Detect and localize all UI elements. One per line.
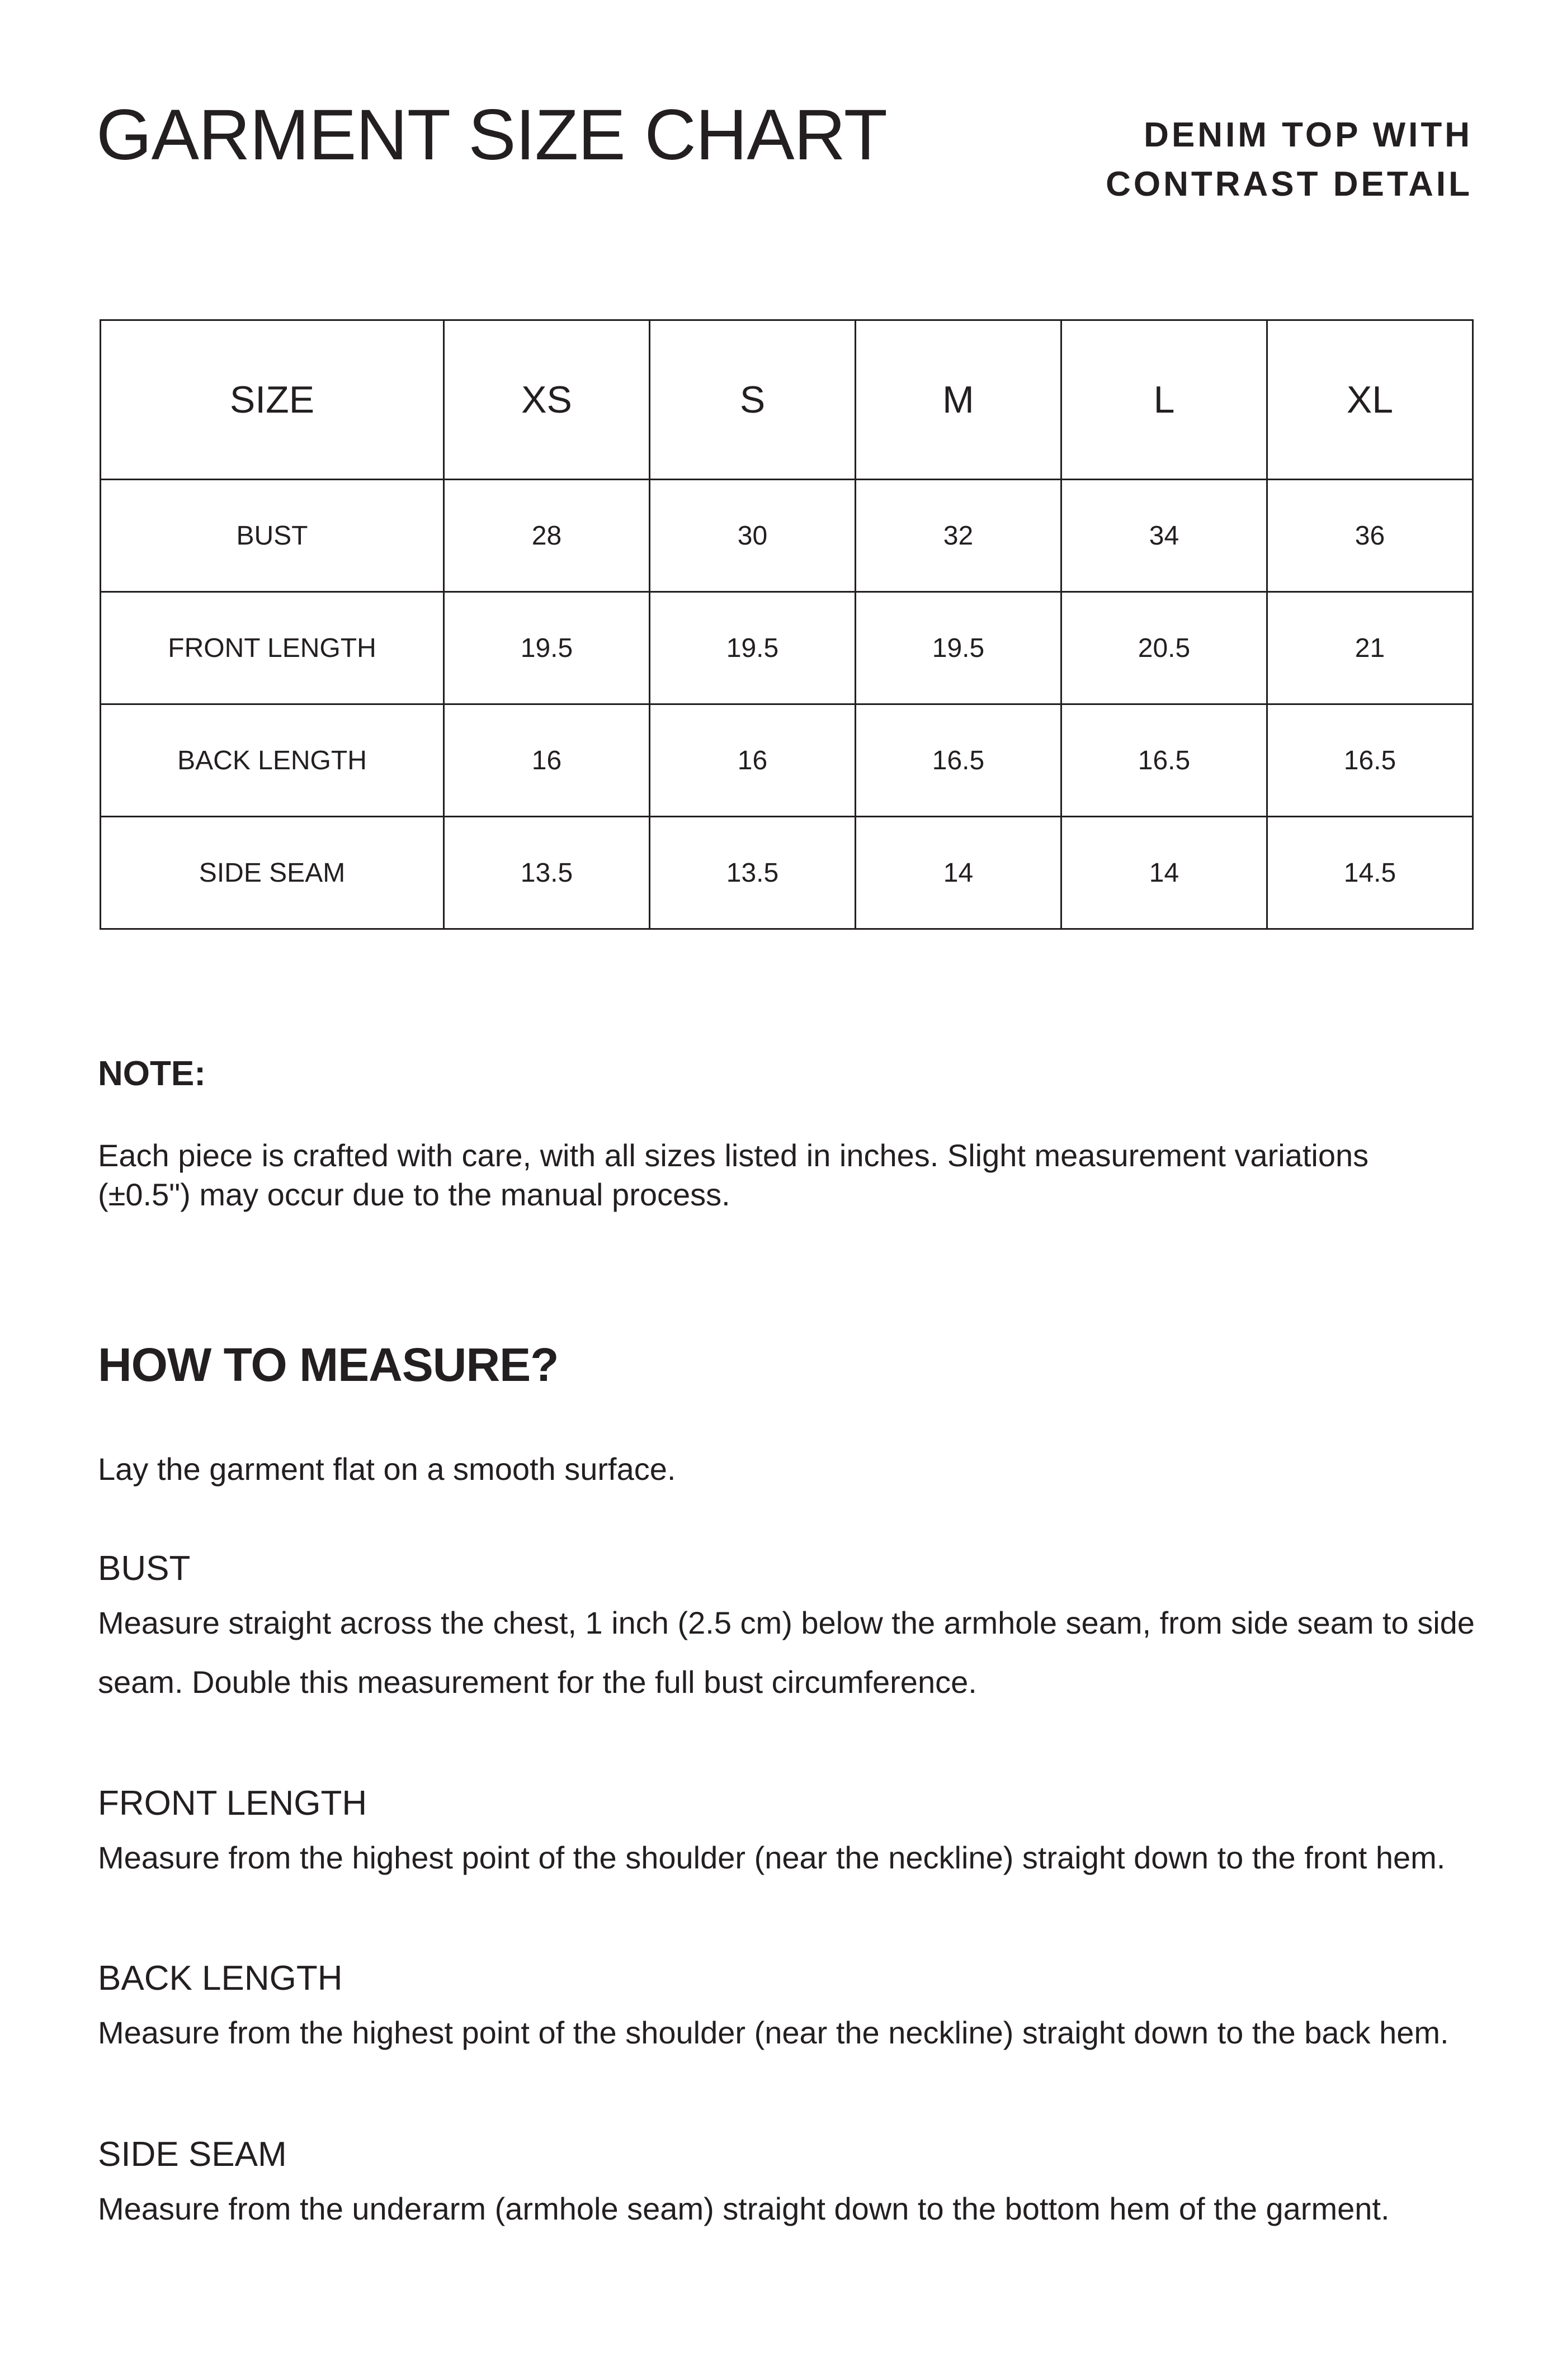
measure-title-bust: BUST	[98, 1549, 191, 1588]
product-name-line-1: DENIM TOP WITH	[1144, 116, 1473, 154]
table-cell: 14.5	[1267, 817, 1473, 929]
table-cell: 19.5	[444, 592, 650, 704]
table-cell: 32	[856, 480, 1061, 592]
size-chart-table	[100, 319, 1474, 930]
table-cell: 28	[444, 480, 650, 592]
table-cell: 13.5	[444, 817, 650, 929]
table-cell: 16	[444, 704, 650, 817]
row-label: BUST	[101, 480, 444, 592]
measure-title-front-length: FRONT LENGTH	[98, 1784, 367, 1823]
table-cell: 20.5	[1061, 592, 1267, 704]
row-label: SIDE SEAM	[101, 817, 444, 929]
table-row-front-length	[101, 592, 1473, 704]
table-cell: 16.5	[1061, 704, 1267, 817]
row-label: FRONT LENGTH	[101, 592, 444, 704]
column-header-s: S	[650, 320, 856, 480]
product-name	[1106, 111, 1473, 209]
measure-title-back-length: BACK LENGTH	[98, 1959, 343, 1998]
table-row-side-seam	[101, 817, 1473, 929]
table-row-back-length	[101, 704, 1473, 817]
note-body: Each piece is crafted with care, with all sizes listed in inches. Slight measurement variations (±0.5") may occur due to the manual process.	[98, 1138, 1369, 1212]
measure-desc-front-length: Measure from the highest point of the shoulder (near the neckline) straight down to the front hem.	[98, 1840, 1446, 1875]
table-cell: 30	[650, 480, 856, 592]
table-cell: 19.5	[856, 592, 1061, 704]
table-cell: 13.5	[650, 817, 856, 929]
row-label: BACK LENGTH	[101, 704, 444, 817]
how-to-measure-intro: Lay the garment flat on a smooth surface.	[98, 1451, 676, 1487]
page-title: GARMENT SIZE CHART	[96, 95, 887, 175]
table-cell: 16.5	[1267, 704, 1473, 817]
note-heading: NOTE:	[98, 1054, 206, 1093]
column-header-l: L	[1061, 320, 1267, 480]
table-cell: 16	[650, 704, 856, 817]
product-name-line-2: CONTRAST DETAIL	[1106, 165, 1473, 204]
how-to-measure-heading: HOW TO MEASURE?	[98, 1338, 559, 1391]
column-header-xl: XL	[1267, 320, 1473, 480]
measure-title-side-seam: SIDE SEAM	[98, 2135, 287, 2174]
measure-desc-back-length: Measure from the highest point of the shoulder (near the neckline) straight down to the back hem.	[98, 2015, 1449, 2050]
column-header-m: M	[856, 320, 1061, 480]
table-cell: 34	[1061, 480, 1267, 592]
table-row-bust	[101, 480, 1473, 592]
column-header-size: SIZE	[101, 320, 444, 480]
table-header-row	[101, 320, 1473, 480]
table-cell: 14	[856, 817, 1061, 929]
table-cell: 36	[1267, 480, 1473, 592]
table-cell: 21	[1267, 592, 1473, 704]
table-cell: 16.5	[856, 704, 1061, 817]
table-cell: 19.5	[650, 592, 856, 704]
measure-desc-side-seam: Measure from the underarm (armhole seam) straight down to the bottom hem of the garment.	[98, 2191, 1390, 2226]
column-header-xs: XS	[444, 320, 650, 480]
table-cell: 14	[1061, 817, 1267, 929]
measure-desc-bust: Measure straight across the chest, 1 inch (2.5 cm) below the armhole seam, from side seam to side seam. Double this measurement for the full bust circumference.	[98, 1605, 1475, 1700]
